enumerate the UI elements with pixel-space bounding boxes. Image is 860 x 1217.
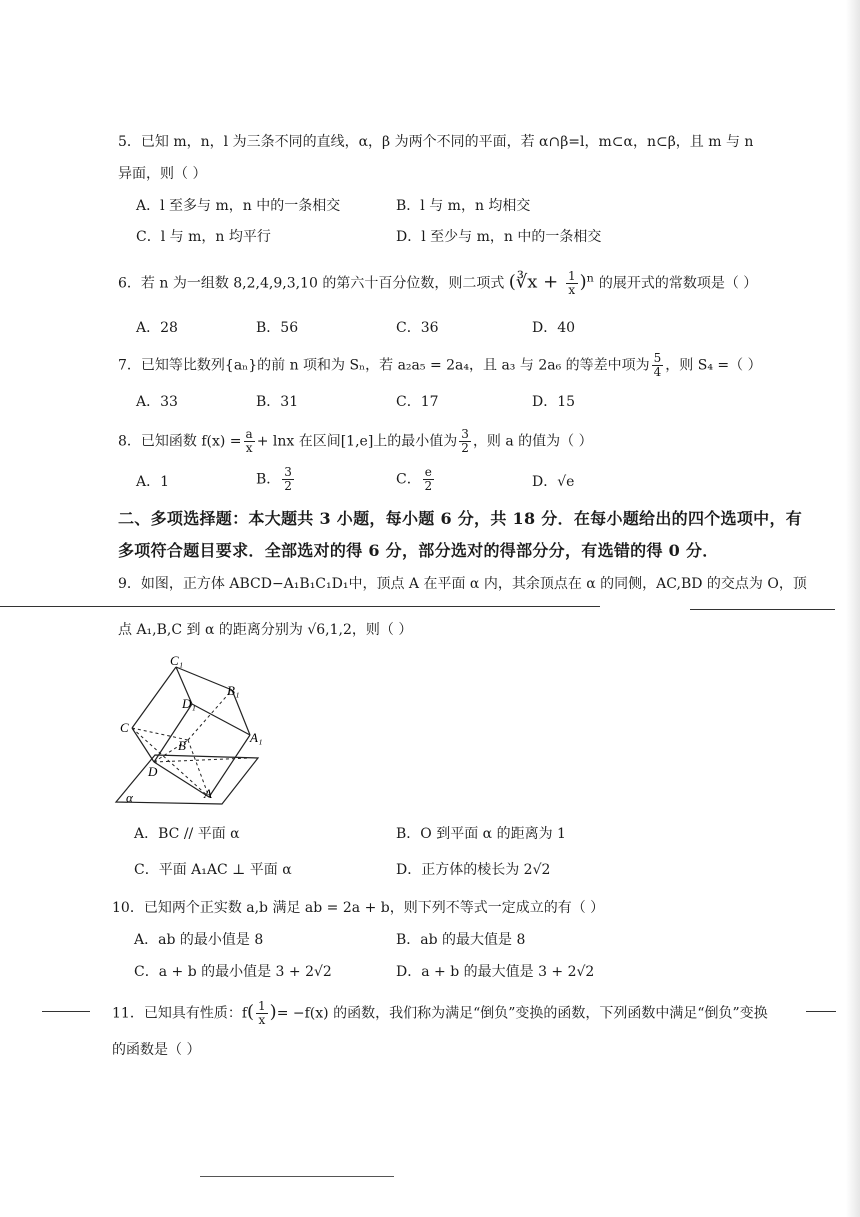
q11-frac-num: 1 — [258, 999, 266, 1013]
q8-stem-mid: + lnx 在区间[1,e]上的最小值为 — [256, 433, 458, 450]
q10-option-c: C．a + b 的最小值是 3 + 2√2 — [134, 964, 332, 980]
edge-d1-a1 — [192, 704, 250, 735]
q11-stem-post: = −f(x) 的函数，我们称为满足“倒负”变换的函数，下列函数中满足“倒负”变换 — [276, 1005, 768, 1022]
q6-option-b: B．56 — [256, 320, 299, 336]
q8-option-c-num: e — [424, 465, 432, 479]
edge-c1-c — [132, 667, 176, 728]
edge-d-a — [154, 762, 209, 797]
q9-option-a: A．BC // 平面 α — [134, 826, 240, 842]
label-b1: B₁ — [227, 683, 240, 698]
q8-min-num: 3 — [461, 427, 469, 441]
section2-heading-line1: 二、多项选择题：本大题共 3 小题，每小题 6 分，共 18 分．在每小题给出的四个选项中，有 — [118, 509, 803, 528]
q11-stem — [112, 1000, 768, 1027]
q10-option-d: D．a + b 的最大值是 3 + 2√2 — [396, 964, 595, 980]
q7-stem-post: ，则 S₄ =（ ） — [665, 357, 762, 374]
q11-frac — [256, 1000, 268, 1027]
q8-stem — [118, 428, 593, 455]
q8-fx-num: a — [245, 427, 253, 441]
q8-option-c-den: 2 — [424, 479, 433, 493]
q6-binomial-close: )ⁿ — [579, 271, 595, 293]
q11-paren-close: ) — [269, 1001, 277, 1023]
q8-option-b-num: 3 — [284, 465, 292, 479]
q5-option-d: D．l 至少与 m，n 中的一条相交 — [396, 229, 602, 245]
q6-option-d: D．40 — [532, 320, 576, 336]
label-c1: C₁ — [170, 653, 184, 668]
q5-option-c: C．l 与 m，n 均平行 — [136, 229, 271, 245]
q7-frac — [652, 352, 664, 379]
q6-stem-post: 的展开式的常数项是（ ） — [598, 275, 758, 292]
q6-option-c: C．36 — [396, 320, 439, 336]
q8-stem-post: ，则 a 的值为（ ） — [472, 433, 593, 450]
q8-option-c-frac — [423, 466, 434, 493]
q6-option-a: A．28 — [136, 320, 178, 336]
q7-option-b: B．31 — [256, 394, 299, 410]
plane-alpha — [116, 755, 258, 804]
q10-option-a: A．ab 的最小值是 8 — [134, 932, 264, 948]
q7-option-a: A．33 — [136, 394, 178, 410]
q5-stem-line1: 5．已知 m，n，l 为三条不同的直线，α，β 为两个不同的平面，若 α∩β=l，m⊂α，n⊂β，且 m 与 n — [118, 134, 754, 150]
q11-stem-pre: 11．已知具有性质：f — [112, 1005, 247, 1022]
q9-stem-line1: 9．如图，正方体 ABCD−A₁B₁C₁D₁中，顶点 A 在平面 α 内，其余顶点在 α 的同侧，AC,BD 的交点为 O，顶 — [118, 576, 807, 592]
q6-stem — [118, 270, 757, 297]
scan-fold-line-right — [690, 609, 835, 610]
label-alpha: α — [126, 790, 133, 805]
q5-option-b: B．l 与 m，n 均相交 — [396, 198, 531, 214]
diag-ac-hidden — [132, 728, 209, 797]
q11-frac-den: x — [258, 1013, 266, 1027]
q8-option-d: D．√e — [532, 474, 575, 490]
q7-stem — [118, 352, 762, 379]
label-a1: A₁ — [250, 730, 263, 745]
q6-stem-pre: 6．若 n 为一组数 8,2,4,9,3,10 的第六十百分位数，则二项式 — [118, 275, 505, 292]
section2-heading-line2: 多项符合题目要求．全部选对的得 6 分，部分选对的得部分分，有选错的得 0 分． — [118, 541, 719, 560]
q6-binomial: (∛x + — [508, 271, 564, 293]
scan-dash-left — [42, 1011, 90, 1012]
label-a: A — [204, 786, 212, 801]
q8-option-c — [396, 466, 436, 493]
q9-option-c: C．平面 A₁AC ⊥ 平面 α — [134, 862, 292, 878]
q10-option-b: B．ab 的最大值是 8 — [396, 932, 526, 948]
scan-dash-right — [806, 1011, 836, 1012]
q7-option-d: D．15 — [532, 394, 576, 410]
q6-frac-den: x — [568, 283, 576, 297]
label-c: C — [120, 720, 129, 735]
scan-fold-line-left — [0, 606, 600, 607]
q8-min-den: 2 — [461, 441, 469, 455]
q6-frac-num: 1 — [567, 269, 576, 283]
q7-frac-num: 5 — [653, 351, 662, 365]
q7-option-c: C．17 — [396, 394, 439, 410]
q8-option-b — [256, 466, 296, 493]
q9-option-b: B．O 到平面 α 的距离为 1 — [396, 826, 566, 842]
q8-option-b-frac — [282, 466, 294, 493]
q7-frac-den: 4 — [653, 365, 662, 379]
label-d: D — [148, 764, 158, 779]
label-d1: D₁ — [182, 696, 196, 711]
q8-option-c-label: C． — [396, 471, 421, 488]
edge-a1-a — [209, 735, 250, 797]
q8-fx-den: x — [245, 441, 253, 455]
q5-option-a: A．l 至多与 m，n 中的一条相交 — [136, 198, 341, 214]
q9-stem-line2: 点 A₁,B,C 到 α 的距离分别为 √6,1,2，则（ ） — [118, 622, 413, 638]
q8-option-b-label: B． — [256, 471, 281, 488]
q11-stem-line2: 的函数是（ ） — [112, 1042, 201, 1058]
scan-bottom-line — [200, 1176, 394, 1177]
cube-figure — [110, 652, 270, 812]
q8-option-a: A．1 — [136, 474, 170, 490]
q9-option-d: D．正方体的棱长为 2√2 — [396, 862, 551, 878]
q10-stem: 10．已知两个正实数 a,b 满足 ab = 2a + b，则下列不等式一定成立的有（ ） — [112, 900, 605, 916]
scan-edge-shadow — [846, 0, 860, 1217]
q8-option-b-den: 2 — [284, 479, 292, 493]
q7-stem-pre: 7．已知等比数列{aₙ}的前 n 项和为 Sₙ，若 a₂a₅ = 2a₄，且 a₃ 与 2a₆ 的等差中项为 — [118, 357, 650, 374]
q11-paren-open: ( — [247, 1001, 255, 1023]
q8-stem-pre: 8．已知函数 f(x) = — [118, 433, 242, 450]
q8-fx-frac — [244, 428, 255, 455]
label-b: B — [178, 738, 186, 753]
q6-binomial-frac — [566, 270, 578, 297]
q8-min-frac — [459, 428, 471, 455]
q5-stem-line2: 异面，则（ ） — [118, 166, 207, 182]
